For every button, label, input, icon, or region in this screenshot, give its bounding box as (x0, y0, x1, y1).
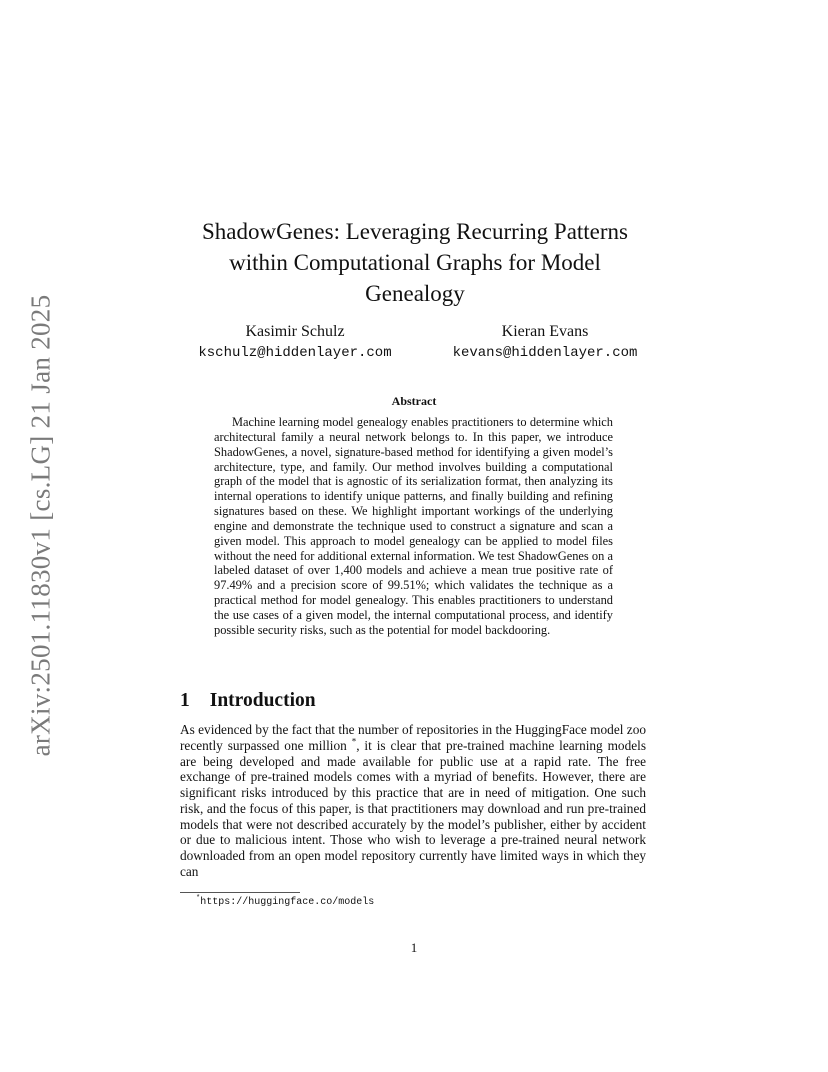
abstract-heading: Abstract (391, 394, 437, 408)
section-number: 1 (180, 690, 190, 711)
footnote-divider (180, 892, 300, 893)
title-line: Genealogy (365, 281, 465, 306)
author (440, 322, 650, 364)
author-email: kevans@hiddenlayer.com (452, 345, 638, 361)
arxiv-identifier-stamp (8, 290, 74, 760)
footnote-url: https://huggingface.co/models (200, 897, 375, 908)
abstract-body: Machine learning model genealogy enables practitioners to determine which architectural family a neural network belongs to. In this paper, we introduce ShadowGenes, a novel, signature-based method for identifying a given model’s architecture, type, and family. Our method involves building a computational graph of the model that is agnostic of its serialization format, then analyzing its internal operations to identify unique patterns, and finally building and refining signatures based on these. We highlight important workings of the underlying engine and demonstrate the technique used to construct a signature and scan a given model. This approach to model genealogy can be applied to model files without the need for additional external information. We test ShadowGenes on a labeled dataset of over 1,400 models and achieve a mean true positive rate of 97.49% and a precision score of 99.51%; which validates the technique as a practical method for model genealogy. This enables practitioners to understand the use cases of a given model, the internal computational process, and identify possible security risks, such as the potential for model backdooring. (214, 415, 613, 637)
intro-text: As evidenced by the fact that the number of repositories in the HuggingFace model zoo recently surpassed one million (180, 722, 646, 753)
intro-text: , it is clear that pre-trained machine learning models are being developed and made available for public use at a rapid rate. The free exchange of pre-trained models comes with a myriad of benefits. However, there are significant risks introduced by this practice that are in need of mitigation. One such risk, and the focus of this paper, is that practitioners may download and run pre-trained models that were not described accurately by the model’s publisher, either by accident or due to malicious intent. Those who wish to leverage a pre-trained neural network downloaded from an open model repository currently have limited ways in which they can (180, 737, 647, 879)
section-title: Introduction (209, 690, 316, 711)
footnote (196, 894, 375, 908)
author-email: kschulz@hiddenlayer.com (198, 345, 392, 361)
paper-title (160, 216, 670, 309)
section-heading (180, 690, 316, 712)
title-line: ShadowGenes: Leveraging Recurring Patterns (201, 219, 629, 244)
author (180, 322, 410, 364)
title-line: within Computational Graphs for Model (229, 250, 601, 275)
author-name: Kasimir Schulz (245, 323, 345, 340)
arxiv-identifier-text: arXiv:2501.11830v1 [cs.LG] 21 Jan 2025 (25, 294, 56, 756)
introduction-paragraph (180, 722, 646, 880)
footnote-marker: * (196, 894, 201, 903)
page-number: 1 (410, 940, 418, 955)
footnote-reference: * (351, 736, 357, 747)
author-name: Kieran Evans (501, 323, 589, 340)
